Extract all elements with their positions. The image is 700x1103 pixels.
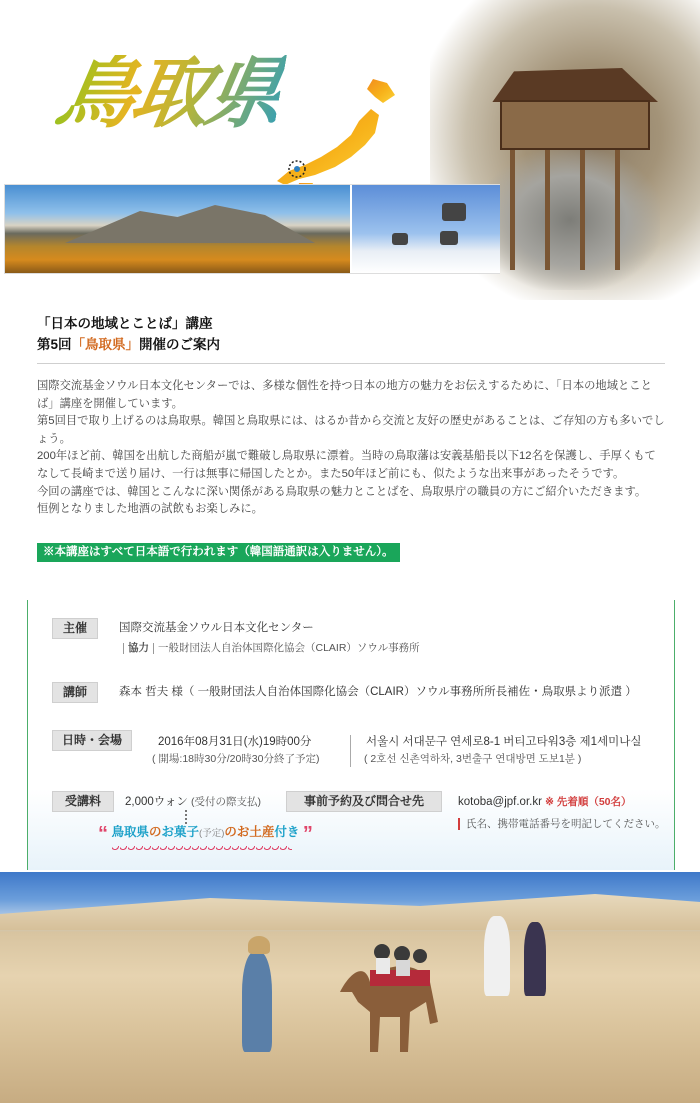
photo-strip [4, 184, 500, 274]
divider [37, 363, 665, 364]
temple-post [510, 150, 515, 270]
body-paragraph: 恒例となりました地酒の試飲もお楽しみに。 [37, 503, 263, 516]
title-line-1: 「日本の地域とことば」講座 [37, 316, 213, 331]
coop-value: 一般財団法人自治体国際化協会（CLAIR）ソウル事務所 [158, 642, 420, 654]
divider [123, 643, 124, 654]
host-value: 国際交流基金ソウル日本文化センター [119, 622, 314, 634]
header-banner [0, 0, 700, 300]
temple-post [545, 150, 550, 270]
prefecture-logo: 鳥取県 [50, 48, 289, 139]
temple-rock-face [480, 150, 660, 290]
tourist-person [524, 922, 546, 996]
language-notice: ※本講座はすべて日本語で行われます（韓国語通訳は入りません）。 [37, 543, 400, 562]
camel-icon [330, 932, 460, 1072]
guide-person [242, 952, 272, 1052]
divider [153, 643, 154, 654]
datetime-sub: ( 開場:18時30分/20時30分終了予定) [152, 753, 320, 765]
divider [350, 735, 351, 767]
ski-chair [392, 233, 408, 245]
dune [0, 890, 700, 930]
datetime-label: 日時・会場 [52, 730, 132, 751]
gift-part: 鳥取県 [111, 825, 149, 839]
reserve-line [458, 794, 632, 810]
wavy-underline [112, 846, 292, 852]
fee-value: 2,000ウォン [125, 796, 188, 808]
datetime-value: 2016年08月31日(水)19時00分 [158, 736, 312, 748]
host-label: 主催 [52, 618, 98, 639]
sand-dunes-photo [0, 872, 700, 1103]
body-paragraph: 200年ほど前、韓国を出航した商船が嵐で難破し鳥取県に漂着。当時の鳥取藩は安義基船長以下12名を保護し、手厚くもてなして長崎まで送り届け、一行は無事に帰国したとか。また50年ほど前にも、似たような出来事があったそうです。 [37, 450, 656, 480]
souvenir-note [98, 822, 313, 846]
guide-hat [248, 936, 270, 954]
event-info-panel [27, 600, 675, 870]
red-marker [458, 818, 460, 830]
coop-label: 協力 [128, 642, 149, 654]
title-line-2 [37, 334, 220, 355]
title-highlight: 「鳥取県」 [71, 337, 140, 352]
mountain-peak [65, 203, 315, 243]
mountain-photo [5, 185, 350, 273]
reserve-note: ※ 先着順（50名） [545, 796, 632, 808]
gift-part: お土産 [236, 825, 275, 839]
fee-line [125, 794, 261, 810]
ski-lift-photo [352, 185, 500, 273]
coop-line [119, 640, 420, 656]
lecturer-value: 森本 哲夫 様（ 一般財団法人自治体国際化協会（CLAIR）ソウル事務所所長補佐・鳥取県より派遣 ） [119, 686, 637, 698]
temple-hall [500, 100, 650, 150]
gift-part: お菓子 [161, 825, 200, 839]
title-prefix: 第5回 [37, 337, 72, 352]
fee-label: 受講料 [52, 791, 114, 812]
lecturer-label: 講師 [52, 682, 98, 703]
gift-part: の [224, 825, 237, 839]
temple-post [615, 150, 620, 270]
reserve-label: 事前予約及び問合せ先 [286, 791, 442, 812]
fee-sub: (受付の際支払) [191, 796, 262, 808]
body-paragraph: 第5回目で取り上げるのは鳥取県。韓国と鳥取県には、はるか昔から交流と友好の歴史があることは、ご存知の方も多いでしょう。 [37, 415, 665, 445]
body-paragraph: 国際交流基金ソウル日本文化センターでは、多様な個性を持つ日本の地方の魅力をお伝えするために、「日本の地域とことば」講座を開催しています。 [37, 380, 652, 410]
close-quote: ” [302, 823, 313, 845]
body-text [37, 378, 667, 519]
gift-part: (予定) [199, 828, 225, 839]
reserve-sub: 氏名、携帯電話番号を明記してください。 [466, 818, 666, 830]
temple-post [580, 150, 585, 270]
reserve-sub-line [458, 816, 666, 832]
venue-sub: ( 2호선 신촌역하차, 3번출구 연대방면 도보1분 ) [364, 753, 582, 765]
open-quote: “ [98, 823, 108, 845]
gift-part: 付き [274, 825, 300, 839]
gift-part: の [149, 825, 162, 839]
reserve-email[interactable]: kotoba@jpf.or.kr [458, 796, 542, 808]
ski-chair [440, 231, 458, 245]
tourist-person [484, 916, 510, 996]
body-paragraph: 今回の講座では、韓国とこんなに深い関係がある鳥取県の魅力とことばを、鳥取県庁の職員の方にご紹介いただきます。 [37, 485, 647, 498]
venue-value: 서울시 서대문구 연세로8-1 버티고타워3층 제1세미나실 [366, 736, 642, 748]
title-suffix: 開催のご案内 [139, 337, 221, 352]
page-title [37, 313, 220, 355]
ski-chair [442, 203, 466, 221]
